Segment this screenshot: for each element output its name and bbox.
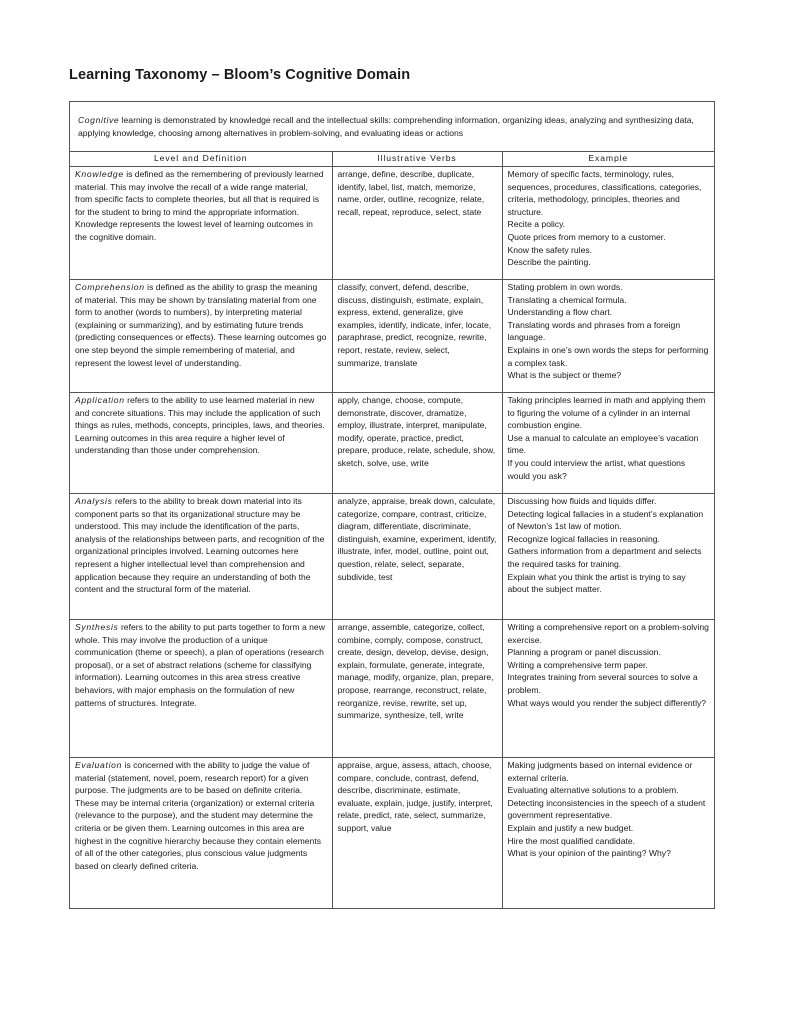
level-definition: refers to the ability to use learned material in new and concrete situations. This may include the application of such things as rules, methods, concepts, principles, laws, and theories. Learning outcomes in this area require a higher level of understanding than those under comprehension.: [75, 395, 325, 456]
example-line: Taking principles learned in math and applying them to figuring the volume of a cylinder in an internal combustion engine.: [507, 395, 706, 431]
example-cell: [502, 167, 714, 280]
table-row-knowledge: [70, 167, 714, 280]
example-cell: [502, 393, 714, 494]
verbs-cell: arrange, define, describe, duplicate, identify, label, list, match, memorize, name, order, outline, recognize, relate, recall, repeat, reproduce, select, state: [332, 167, 502, 280]
verbs-cell: appraise, argue, assess, attach, choose, compare, conclude, contrast, defend, describe, discriminate, estimate, evaluate, explain, judge, justify, interpret, relate, predict, rate, select, summarize, support, value: [332, 758, 502, 908]
example-line: Memory of specific facts, terminology, rules, sequences, procedures, classifications, categories, criteria, methodology, principles, theories and structure.: [507, 169, 702, 217]
level-term: Analysis: [75, 496, 113, 506]
example-line: Explain what you think the artist is trying to say about the subject matter.: [507, 571, 686, 595]
header-level: Level and Definition: [70, 152, 332, 167]
level-term: Knowledge: [75, 169, 124, 179]
level-cell: [70, 393, 332, 494]
example-cell: [502, 494, 714, 620]
example-line: Know the safety rules.: [507, 244, 593, 255]
level-term: Synthesis: [75, 622, 119, 632]
intro-paragraph: [70, 102, 714, 152]
example-line: Recognize logical fallacies in reasoning.: [507, 533, 660, 544]
example-line: Integrates training from several sources to solve a problem.: [507, 672, 698, 695]
example-line: Translating words and phrases from a foreign language.: [507, 319, 681, 343]
example-line: Understanding a flow chart.: [507, 307, 613, 318]
level-cell: [70, 280, 332, 393]
table-row-analysis: [70, 494, 714, 620]
level-cell: [70, 494, 332, 620]
level-definition: is concerned with the ability to judge the value of material (statement, novel, poem, research report) for a given purpose. The judgments are to be based on definite criteria. These may be internal criteria (organization) or external criteria (relevance to the purpose), and the student may determine the criteria or be given them. Learning outcomes in this area are highest in the cognitive hierarchy because they contain elements of all of the other categories, plus conscious value judgments based on clearly defined criteria.: [75, 760, 322, 871]
example-line: If you could interview the artist, what questions would you ask?: [507, 457, 686, 481]
level-cell: [70, 620, 332, 758]
example-line: Explains in one’s own words the steps for performing a complex task.: [507, 344, 709, 368]
level-term: Comprehension: [75, 282, 145, 292]
verbs-cell: arrange, assemble, categorize, collect, combine, comply, compose, construct, create, design, develop, devise, design, explain, formulate, generate, integrate, manage, modify, organize, plan, prepare, propose, rearrange, reconstruct, relate, reorganize, revise, rewrite, set up, summarize, synthesize, tell, write: [332, 620, 502, 758]
level-definition: refers to the ability to break down material into its component parts so that its organizational structure may be understood. This may include the identification of the parts, analysis of the relationships between parts, and recognition of the organizational principles involved. Learning outcomes here represent a higher intellectual level than comprehension and application because they require an understanding of both the content and the structural form of the material.: [75, 496, 325, 595]
intro-text: learning is demonstrated by knowledge recall and the intellectual skills: comprehending information, organizing ideas, analyzing and synthesizing data, applying knowledge, choosing among alternatives in problem-solving, and evaluating ideas or actions: [78, 115, 694, 138]
example-line: Making judgments based on internal evidence or external criteria.: [507, 760, 693, 783]
example-line: Discussing how fluids and liquids differ.: [507, 496, 657, 506]
level-cell: [70, 167, 332, 280]
example-line: What ways would you render the subject differently?: [507, 697, 707, 708]
example-line: Describe the painting.: [507, 257, 591, 268]
level-term: Application: [75, 395, 125, 405]
level-definition: is defined as the ability to grasp the meaning of material. This may be shown by translating material from one form to another (words to numbers), by interpreting material (explaining or summarizing), and by estimating future trends (predicting consequences or effects). These learning outcomes go one step beyond the simple remembering of material, and represent the lowest level of understanding.: [75, 282, 327, 368]
example-line: Recite a policy.: [507, 219, 566, 230]
level-term: Evaluation: [75, 760, 123, 770]
example-line: Hire the most qualified candidate.: [507, 835, 636, 846]
verbs-cell: analyze, appraise, break down, calculate, categorize, compare, contrast, criticize, diagram, differentiate, discriminate, distinguish, examine, experiment, identify, illustrate, infer, model, outline, point out, question, relate, select, separate, subdivide, test: [332, 494, 502, 620]
level-definition: refers to the ability to put parts together to form a new whole. This may involve the production of a unique communication (theme or speech), a plan of operations (research proposal), or a set of abstract relations (scheme for classifying information). Learning outcomes in this area stress creative behaviors, with major emphasis on the formulation of new patterns of structures. Integrate.: [75, 622, 325, 708]
example-line: Stating problem in own words.: [507, 282, 623, 292]
intro-term: Cognitive: [78, 115, 120, 125]
example-line: What is your opinion of the painting? Why?: [507, 848, 671, 859]
level-definition: is defined as the remembering of previously learned material. This may involve the recall of a wide range material, from specific facts to complete theories, but all that is required is for the student to bring to mind the appropriate information. Knowledge represents the lowest level of learning outcomes in the cognitive domain.: [75, 169, 324, 242]
verbs-cell: apply, change, choose, compute, demonstrate, discover, dramatize, employ, illustrate, interpret, manipulate, modify, operate, practice, predict, prepare, produce, relate, schedule, show, sketch, solve, use, write: [332, 393, 502, 494]
example-line: Writing a comprehensive term paper.: [507, 659, 648, 670]
example-line: Gathers information from a department and selects the required tasks for training.: [507, 546, 702, 569]
example-line: What is the subject or theme?: [507, 370, 622, 381]
example-cell: [502, 280, 714, 393]
example-line: Translating a chemical formula.: [507, 294, 627, 305]
example-line: Evaluating alternative solutions to a problem.: [507, 785, 679, 796]
example-line: Detecting logical fallacies in a student’s explanation of Newton’s 1st law of motion.: [507, 508, 704, 532]
taxonomy-table: [70, 152, 714, 908]
example-line: Writing a comprehensive report on a problem-solving exercise.: [507, 622, 709, 645]
table-row-synthesis: [70, 620, 714, 758]
verbs-cell: classify, convert, defend, describe, discuss, distinguish, estimate, explain, express, extend, generalize, give examples, identify, indicate, infer, locate, paraphrase, predict, recognize, rewrite, report, restate, review, select, summarize, translate: [332, 280, 502, 393]
page-title: Learning Taxonomy – Bloom’s Cognitive Domain: [69, 67, 411, 83]
example-line: Detecting inconsistencies in the speech of a student government representative.: [507, 797, 706, 821]
header-example: Example: [502, 152, 714, 167]
table-row-comprehension: [70, 280, 714, 393]
example-cell: [502, 758, 714, 908]
example-line: Planning a program or panel discussion.: [507, 647, 661, 658]
example-cell: [502, 620, 714, 758]
taxonomy-frame: [69, 101, 715, 909]
table-row-application: [70, 393, 714, 494]
table-row-evaluation: [70, 758, 714, 908]
example-line: Use a manual to calculate an employee’s vacation time.: [507, 432, 699, 456]
level-cell: [70, 758, 332, 908]
table-header-row: [70, 152, 714, 167]
header-verbs: Illustrative Verbs: [332, 152, 502, 167]
example-line: Quote prices from memory to a customer.: [507, 231, 666, 242]
example-line: Explain and justify a new budget.: [507, 822, 634, 833]
